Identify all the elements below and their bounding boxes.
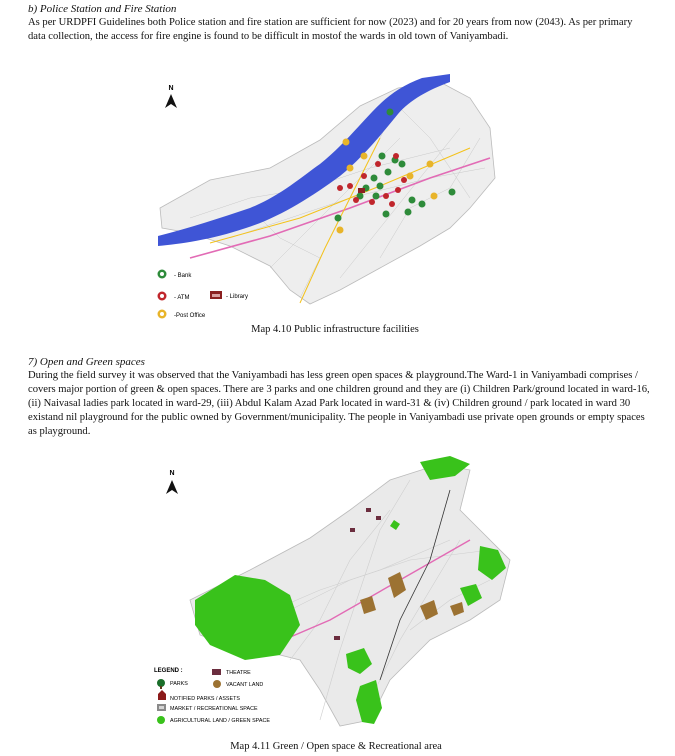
- legend-agri: AGRICULTURAL LAND / GREEN SPACE: [170, 718, 270, 724]
- bank-icon: [158, 270, 167, 279]
- legend-parks: PARKS: [170, 681, 188, 687]
- north-label: N: [168, 85, 174, 92]
- legend-library: - Library: [226, 294, 249, 300]
- legend-market: MARKET / RECREATIONAL SPACE: [170, 706, 258, 712]
- green-open-space-map: [150, 450, 522, 740]
- legend-bank: - Bank: [174, 273, 192, 279]
- map1-legend: [158, 270, 249, 320]
- legend-vacant: VACANT LAND: [226, 682, 264, 688]
- library-icon: [210, 291, 222, 299]
- market-icon: [157, 704, 166, 711]
- public-infrastructure-map: [150, 68, 515, 320]
- map2-legend: [154, 668, 270, 724]
- vacant-land-icon: [213, 680, 221, 688]
- library-marker: [358, 188, 365, 193]
- section-b-heading: b) Police Station and Fire Station: [28, 3, 177, 15]
- north-label: N: [169, 470, 175, 477]
- map2-caption: Map 4.11 Green / Open space & Recreational area: [230, 741, 442, 752]
- section-7-heading: 7) Open and Green spaces: [28, 356, 145, 368]
- agricultural-land-icon: [157, 716, 165, 724]
- atm-icon: [158, 292, 167, 301]
- legend-notified: NOTIFIED PARKS / ASSETS: [170, 696, 240, 702]
- legend-atm: - ATM: [174, 295, 190, 301]
- map1-caption: Map 4.10 Public infrastructure facilities: [251, 324, 419, 335]
- legend-title: LEGEND :: [154, 668, 183, 674]
- theatre-icon: [212, 669, 221, 675]
- post-office-icon: [158, 310, 167, 319]
- section-7-paragraph: During the field survey it was observed that the Vaniyambadi has less green open spaces & playground.The Ward-1 in Vaniyambadi comprises / covers major portion of green & open spaces. There are 3 parks and one children ground and they are (i) Children Park/ground located in ward-16, (ii) Naivasal ladies park located in ward-29, (iii) Abdul Kalam Azad Park located in ward-31 & (iv) Children ground / park located in ward 30 existand nil playground for the public owned by Government/municipality. The people in Vaniyambadi use private open grounds or empty spaces as playground.: [28, 370, 650, 437]
- section-b-paragraph: As per URDPFI Guidelines both Police station and fire station are sufficient for now (2023) and for 20 years from now (2043). As per primary data collection, the access for fire engine is found to be difficult in mostof the wards in old town of Vaniyambadi.: [28, 17, 633, 42]
- north-arrow-icon: [165, 94, 177, 108]
- notified-parks-icon: [158, 690, 166, 700]
- legend-theatre: THEATRE: [226, 670, 251, 676]
- north-arrow-icon: [166, 480, 178, 494]
- parks-icon: [157, 679, 165, 689]
- legend-post-office: -Post Office: [174, 313, 206, 319]
